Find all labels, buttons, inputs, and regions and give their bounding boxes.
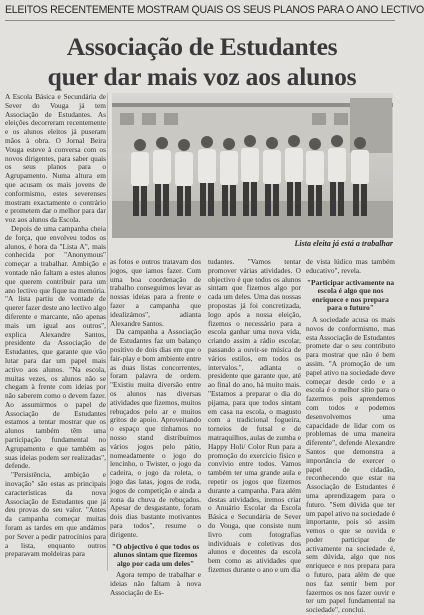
paragraph: Da campanha a Associação de Estudantes faz um balanço positivo de dois dias em que o fair-play e bom ambiente entre as duas listas concorrentes, foram palavra de ordem. "Existiu muita diversão entre os alunos nas diversas atividades que fizemos, muitos rebuçados pelo ar e muitos gritos de apoio. Aproveitando o espaço que tínhamos no nosso stand distribuímos vários jogos pelo pátio, nomeadamente o jogo do lencinho, o Twister, o jogo da cadeira, o jogo da roleta, o jogo das latas, jogos de roda, jogos de competição e ainda a zona da chuva de rebuçados. Apesar de desgastante, foram dois dias bastante motivantes para todos", resume o dirigente.	[110, 327, 201, 539]
kicker-line: ELEITOS RECENTEMENTE MOSTRAM QUAIS OS SEUS PLANOS PARA O ANO LECTIVO	[5, 4, 395, 21]
subheading: "Participar activamente na escola é algo que nos enriquece e nos prepara para o futuro"	[306, 277, 395, 313]
subheading: "O objectivo é que todos os alunos sintam que fizemos algo por cada um deles"	[111, 541, 200, 568]
paragraph: as fotos e outros tratavam dos jogos, que iamos fazer. Com uma boa coordenação de trabalho conseguimos levar as nossas ideias para a frente e fazer a campanha que idealizámos", adianta Alexandre Santos.	[110, 257, 201, 328]
paragraph: Depois de uma campanha cheia de força, que envolveu todos os alunos, é hora da "Lista A", mais conhecida por "Anonymous" começar a trabalhar. Ambição e vontade não faltam a estes alunos que querem contribuir para um ano lectivo que fique na memória. "A lista partiu de vontade de querer fazer deste ano lectivo algo diferente e marcante, não apenas mais um igual aos outros", explica Alexandre Santos, presidente da Associação de Estudantes, que garante que vão lutar para dar um papel mais activo aos alunos. "Na escola, muitas vezes, os alunos não se chegam à frente com ideias por não saberem como o devem fazer. Ao assumirmos o papel de Associação de Estudantes estamos a tentar mostrar que os alunos também têm uma participação fundamental no Agrupamento e que também as suas ideias podem ser realizadas", defende.	[5, 223, 106, 471]
paragraph: "Persistência, ambição e inovação" são estas as principais características da nova Associação de Estudantes que já deu provas do seu valor. "Antes da campanha começar muitas foram as tardes em que andámos por Sever a pedir patrocínios para a lista, enquanto outros preparavam moldeiras para	[5, 470, 106, 559]
paragraph: de vista lúdico mas também educativo", revela.	[306, 257, 395, 275]
article-column-4	[306, 257, 395, 615]
group-photo-image	[112, 93, 393, 238]
photo-caption: Lista eleita já está a trabalhar	[294, 239, 393, 248]
article-column-1	[5, 93, 106, 571]
paragraph: tudantes. "Vamos tentar promover várias atividades. O objectivo é que todos os alunos sintam que fizemos algo por cada um deles. Uma das nossas propostas já foi concretizada, logo após a nossa eleição, fizemos o necessário para a escola ganhar uma nova vida, criando assim a rádio escolar, passando a ouvir-se música de vários estilos, em todos os intervalos.", adianta o presidente que garante que, até ao final do ano, há muito mais. "Estamos a preparar o dia do pijama, para que todos sintam em casa na escola, o magusto com a tradicional fogueira, torneios de futsal e de matraquilhos, aulas de zumba e Happy Holi/ Color Run para a promoção do exercício físico e convívio entre todos. Vamos também ter uma grande aula e repetir os jogos que fizemos durante a campanha. Para além destas atividades, iremos criar o Anuário Escolar da Escola Básica e Secundária de Sever do Vouga, que consiste num livro com fotografias individuais e coletivas dos alunos e docentes da escola bem como as atividades que fizemos durante o ano e um dia	[208, 257, 301, 574]
paragraph: A sociedade acusa os mais novos de conformismo, mas esta Associação de Estudantes promete dar o seu contributo para mostrar que não é bem assim. "A promoção de um papel ativo na sociedade deve começar desde cedo e a escola é o melhor sítio para o fazermos pois aprendemos com todos e podemos desenvolvemos uma capacidade de lidar com os problemas de uma maneira diferente", defende Alexandre Santos que demonstra a importância de exercer o papel de cidadão, reconhecendo que estar na Associação de Estudantes é uma aprendizagem para o futuro. "Sem dúvida que ter um papel ativo na sociedade é importante, pois só assim vemos o que se ouvida e poder participar de activamente na sociedade é, sem dúvida, algo que nos enriquece e nos prepara para o futuro, para além de que nos faz sentir bem por fazermos os nos fazer ouvir e ter um papel fundamental na sociedade", conclui.	[306, 314, 395, 615]
paragraph: A Escola Básica e Secundária de Sever do Vouga já tem Associação de Estudantes. As eleições decorreram recentemente e os alunos eleitos já puseram mãos à obra. O Jornal Beira Vouga esteve à conversa com os novos dirigentes, para saber quais os seus planos para o Agrupamento. Numa altura em que acusam os mais jovens de conformismo, estes severenses mostram exactamente o contrário e prometem dar o melhor para dar voz aos alunos da Escola.	[5, 92, 106, 225]
headline	[16, 32, 388, 92]
article-column-3	[208, 258, 301, 572]
paragraph: Agora tempo de trabalhar e ideias não faltam à nova Associação de Es-	[110, 570, 201, 597]
headline-line-2: quer dar mais voz aos alunos	[47, 62, 357, 91]
group-photo	[112, 93, 393, 238]
column-divider	[107, 93, 108, 571]
article-column-2	[110, 257, 201, 597]
headline-line-1: Associação de Estudantes	[66, 32, 338, 61]
